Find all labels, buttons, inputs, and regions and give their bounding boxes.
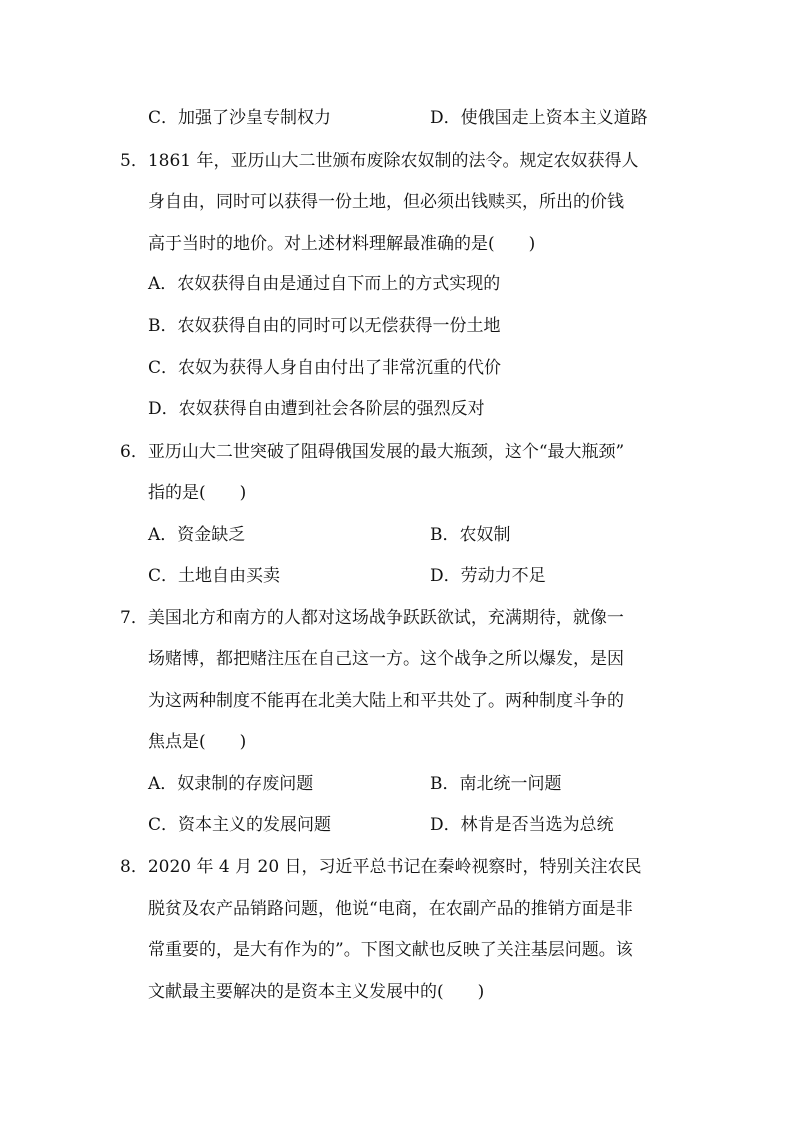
q7-stem-line-2: 场赌博，都把赌注压在自己这一方。这个战争之所以爆发，是因: [148, 649, 624, 669]
q7-option-c: C．资本主义的发展问题: [148, 815, 332, 835]
q7-stem-line-1: 7．美国北方和南方的人都对这场战争跃跃欲试，充满期待，就像一: [120, 608, 624, 628]
q8-stem-line-4: 文献最主要解决的是资本主义发展中的( ): [148, 982, 485, 1002]
q5-option-d: D．农奴获得自由遭到社会各阶层的强烈反对: [148, 399, 485, 419]
q7-options-row-ab: [148, 772, 708, 796]
q4-option-d: D．使俄国走上资本主义道路: [430, 108, 648, 128]
q6-option-c: C．土地自由买卖: [148, 566, 281, 586]
q5-option-c: C．农奴为获得人身自由付出了非常沉重的代价: [148, 358, 502, 378]
q8-stem-line-3: 常重要的，是大有作为的”。下图文献也反映了关注基层问题。该: [148, 940, 633, 960]
q5-stem-line-1: 5．1861 年，亚历山大二世颁布废除农奴制的法令。规定农奴获得人: [120, 151, 639, 171]
q6-stem-line-1: 6．亚历山大二世突破了阻碍俄国发展的最大瓶颈，这个“最大瓶颈”: [120, 442, 625, 462]
q7-stem-line-4: 焦点是( ): [148, 732, 247, 752]
q5-stem-line-2: 身自由，同时可以获得一份土地，但必须出钱赎买，所出的价钱: [148, 192, 624, 212]
q7-option-b: B．南北统一问题: [430, 774, 562, 794]
q5-stem-line-3: 高于当时的地价。对上述材料理解最准确的是( ): [148, 234, 536, 254]
q6-options-row-ab: [148, 523, 708, 547]
q8-stem-line-2: 脱贫及农产品销路问题，他说“电商，在农副产品的推销方面是非: [148, 899, 633, 919]
q6-option-a: A．资金缺乏: [148, 525, 246, 545]
q7-options-row-cd: [148, 813, 708, 837]
q6-options-row-cd: [148, 564, 708, 588]
q7-option-a: A．奴隶制的存废问题: [148, 774, 314, 794]
q7-stem-line-3: 为这两种制度不能再在北美大陆上和平共处了。两种制度斗争的: [148, 691, 624, 711]
q6-option-d: D．劳动力不足: [430, 566, 546, 586]
q5-option-b: B．农奴获得自由的同时可以无偿获得一份土地: [148, 316, 501, 336]
q8-stem-line-1: 8．2020 年 4 月 20 日，习近平总书记在秦岭视察时，特别关注农民: [120, 857, 642, 877]
q5-option-a: A．农奴获得自由是通过自下而上的方式实现的: [148, 274, 501, 294]
q4-option-c: C．加强了沙皇专制权力: [148, 108, 332, 128]
q7-option-d: D．林肯是否当选为总统: [430, 815, 614, 835]
q4-options-row-cd: [148, 106, 708, 130]
q6-stem-line-2: 指的是( ): [148, 483, 247, 503]
q6-option-b: B．农奴制: [430, 525, 511, 545]
